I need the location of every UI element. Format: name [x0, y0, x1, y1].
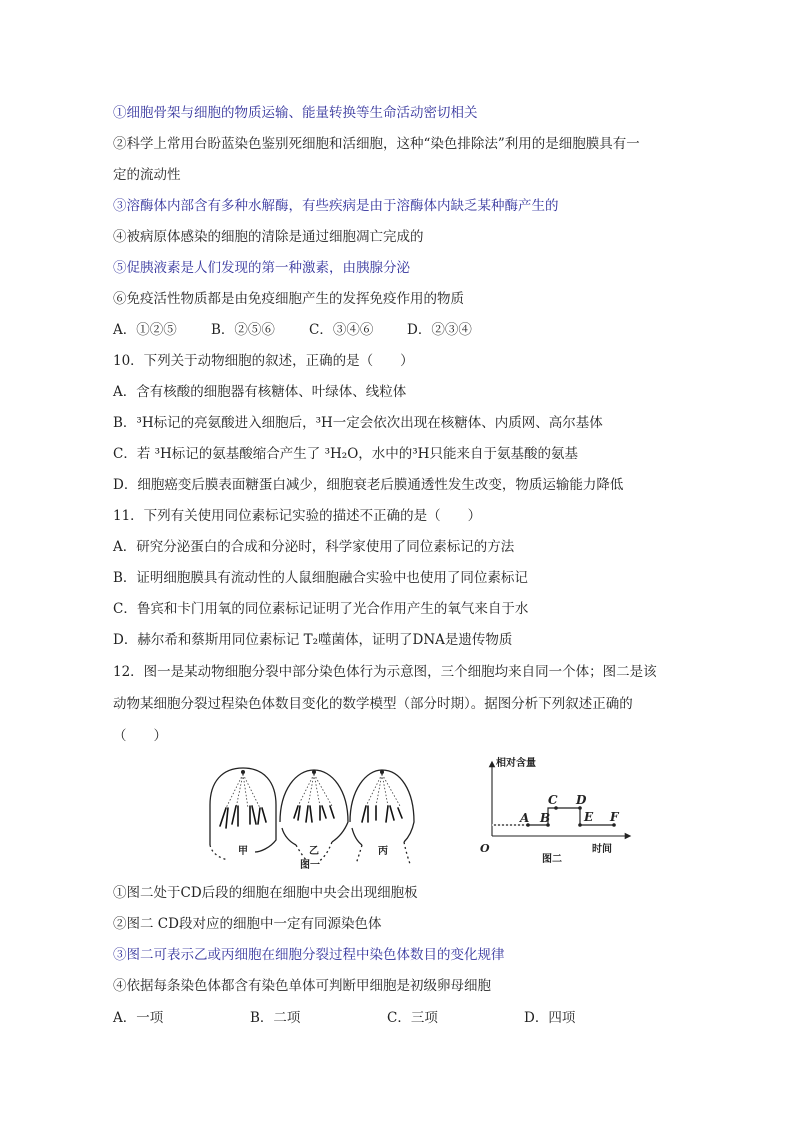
figure-2	[478, 752, 638, 864]
q11-option-a: A．研究分泌蛋白的合成和分泌时，科学家使用了同位素标记的方法	[113, 539, 515, 555]
q12-option-a: A．一项	[113, 1010, 164, 1026]
figure-2-step-line	[492, 808, 614, 825]
statement-2a: ②科学上常用台盼蓝染色鉴别死细胞和活细胞，这种“染色排除法”利用的是细胞膜具有一	[113, 136, 640, 152]
figure-2-label-e: E	[584, 810, 594, 824]
q9-option-c: C．③④⑥	[309, 322, 374, 338]
cell-yi-membrane	[280, 770, 348, 842]
q12-stem-line3: （ ）	[113, 728, 167, 744]
statement-5: ⑤促胰液素是人们发现的第一种激素，由胰腺分泌	[113, 260, 410, 276]
q12-option-b: B．二项	[250, 1010, 301, 1026]
figure-2-label-f: F	[610, 810, 619, 824]
figure-2-label-a: A	[520, 811, 530, 825]
q10-option-b: B．³H标记的亮氨酸进入细胞后，³H一定会依次出现在核糖体、内质网、高尔基体	[113, 415, 603, 431]
q12-statement-2: ②图二 CD段对应的细胞中一定有同源染色体	[113, 916, 382, 932]
q9-option-a: A．①②⑤	[113, 322, 177, 338]
figure-2-label-d: D	[576, 793, 587, 807]
q10-option-a: A．含有核酸的细胞器有核糖体、叶绿体、线粒体	[113, 384, 407, 400]
q11-option-d: D．赫尔希和蔡斯用同位素标记 T₂噬菌体，证明了DNA是遗传物质	[113, 632, 513, 648]
figure-2-xlabel: 时间	[592, 844, 612, 855]
q12-option-c: C．三项	[387, 1010, 438, 1026]
q11-stem: 11．下列有关使用同位素标记实验的描述不正确的是（ ）	[113, 508, 482, 524]
figure-1-caption: 图一	[300, 860, 320, 871]
q9-options	[113, 320, 472, 340]
q10-stem: 10．下列关于动物细胞的叙述，正确的是（ ）	[113, 353, 414, 369]
q9-option-d: D．②③④	[407, 322, 472, 338]
q10-option-c: C．若 ³H标记的氨基酸缩合产生了 ³H₂O，水中的³H只能来自于氨基酸的氨基	[113, 446, 578, 462]
q12-option-d: D．四项	[524, 1010, 576, 1026]
statement-6: ⑥免疫活性物质都是由免疫细胞产生的发挥免疫作用的物质	[113, 291, 464, 307]
statement-4: ④被病原体感染的细胞的清除是通过细胞凋亡完成的	[113, 229, 424, 245]
q12-options	[113, 1008, 575, 1028]
figure-2-label-c: C	[548, 793, 558, 807]
cell-bing-membrane	[350, 770, 414, 842]
q12-statement-4: ④依据每条染色体都含有染色单体可判断甲细胞是初级卵母细胞	[113, 978, 491, 994]
statement-3: ③溶酶体内部含有多种水解酶，有些疾病是由于溶酶体内缺乏某种酶产生的	[113, 198, 559, 214]
cell-label-yi: 乙	[309, 846, 319, 857]
q11-option-b: B．证明细胞膜具有流动性的人鼠细胞融合实验中也使用了同位素标记	[113, 570, 528, 586]
q12-stem-line1: 12．图一是某动物细胞分裂中部分染色体行为示意图，三个细胞均来自同一个体；图二是该	[113, 664, 657, 680]
q12-statement-3: ③图二可表示乙或丙细胞在细胞分裂过程中染色体数目的变化规律	[113, 947, 505, 963]
statement-1: ①细胞骨架与细胞的物质运输、能量转换等生命活动密切相关	[113, 105, 478, 121]
cell-label-bing: 丙	[378, 846, 388, 857]
q11-option-c: C．鲁宾和卡门用氧的同位素标记证明了光合作用产生的氧气来自于水	[113, 601, 529, 617]
cell-jia-membrane	[210, 768, 276, 852]
figure-2-label-b: B	[540, 811, 551, 825]
cell-label-jia: 甲	[238, 846, 248, 857]
q10-option-d: D．细胞癌变后膜表面糖蛋白减少，细胞衰老后膜通透性发生改变，物质运输能力降低	[113, 477, 624, 493]
figure-2-point-e	[578, 823, 582, 827]
q12-stem-line2: 动物某细胞分裂过程染色体数目变化的数学模型（部分时期）。据图分析下列叙述正确的	[113, 696, 633, 712]
q12-statement-1: ①图二处于CD后段的细胞在细胞中央会出现细胞板	[113, 885, 418, 901]
q9-option-b: B．②⑤⑥	[211, 322, 275, 338]
figure-2-caption: 图二	[542, 854, 562, 864]
figure-1	[200, 760, 420, 872]
figure-2-ylabel: 相对含量	[496, 758, 536, 769]
statement-2b: 定的流动性	[113, 167, 181, 183]
figure-2-origin: O	[480, 842, 490, 855]
